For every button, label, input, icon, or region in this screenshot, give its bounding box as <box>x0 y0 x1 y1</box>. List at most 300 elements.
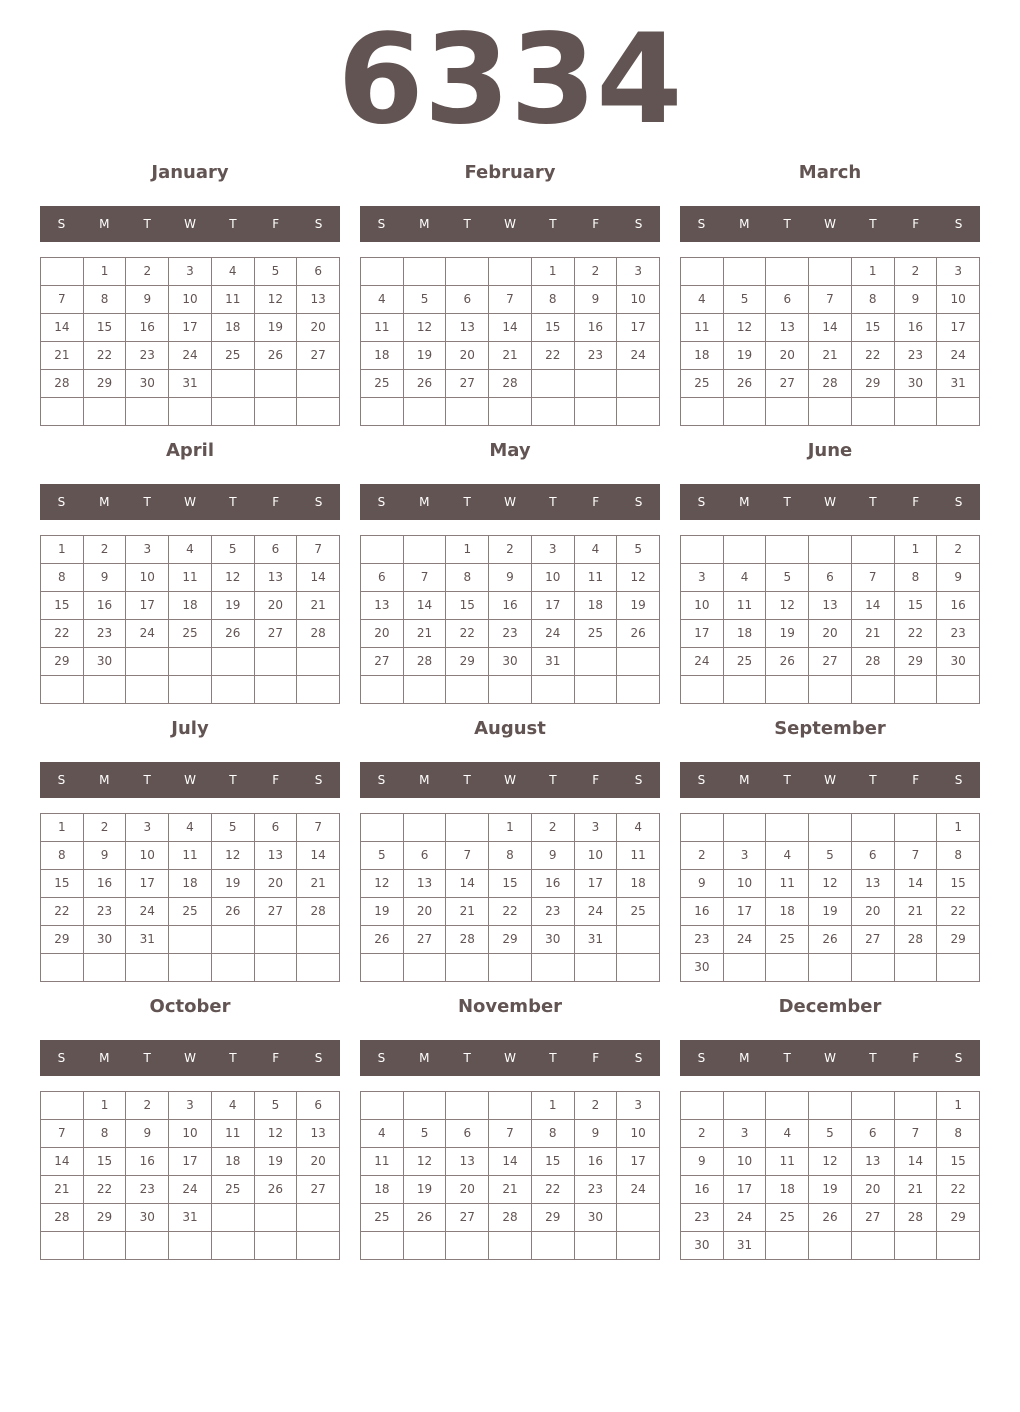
weekday-label: W <box>824 773 836 787</box>
weekday-label: W <box>824 495 836 509</box>
day-cell: 23 <box>84 620 127 648</box>
day-cell: 29 <box>937 1204 980 1232</box>
month-name: February <box>464 162 556 183</box>
day-cell: 1 <box>489 814 532 842</box>
day-cell: 17 <box>575 870 618 898</box>
day-cell <box>852 814 895 842</box>
day-cell: 6 <box>446 1120 489 1148</box>
day-cell: 1 <box>937 814 980 842</box>
day-cell: 12 <box>809 1148 852 1176</box>
day-cell: 11 <box>617 842 660 870</box>
day-cell <box>404 258 447 286</box>
day-cell: 23 <box>681 1204 724 1232</box>
day-cell: 26 <box>809 926 852 954</box>
day-cell: 13 <box>852 1148 895 1176</box>
day-cell: 21 <box>489 342 532 370</box>
day-cell: 5 <box>212 814 255 842</box>
day-cell <box>126 1232 169 1260</box>
day-cell: 14 <box>489 1148 532 1176</box>
day-cell <box>84 398 127 426</box>
weekday-label: S <box>697 773 706 787</box>
day-cell <box>681 398 724 426</box>
day-cell <box>766 1092 809 1120</box>
day-cell <box>84 676 127 704</box>
day-cell: 29 <box>852 370 895 398</box>
day-cell: 31 <box>126 926 169 954</box>
month-name: December <box>778 996 882 1017</box>
day-cell: 13 <box>297 286 340 314</box>
day-cell <box>404 814 447 842</box>
weekday-label: T <box>549 495 557 509</box>
day-cell <box>532 954 575 982</box>
day-cell: 30 <box>681 954 724 982</box>
day-cell: 21 <box>809 342 852 370</box>
day-cell: 25 <box>766 926 809 954</box>
day-cell: 17 <box>532 592 575 620</box>
day-cell: 23 <box>895 342 938 370</box>
day-cell: 10 <box>169 1120 212 1148</box>
day-cell: 14 <box>852 592 895 620</box>
day-cell <box>809 398 852 426</box>
day-cell <box>489 1232 532 1260</box>
day-cell: 29 <box>446 648 489 676</box>
day-cell <box>852 1232 895 1260</box>
day-cell: 27 <box>297 1176 340 1204</box>
day-cell: 17 <box>169 1148 212 1176</box>
day-cell: 16 <box>84 870 127 898</box>
day-cell: 30 <box>84 926 127 954</box>
day-cell: 17 <box>681 620 724 648</box>
day-cell <box>212 926 255 954</box>
day-cell: 8 <box>446 564 489 592</box>
day-cell: 1 <box>84 1092 127 1120</box>
weekday-label: T <box>549 773 557 787</box>
day-cell: 4 <box>361 286 404 314</box>
weekday-header <box>40 484 340 520</box>
day-cell: 16 <box>895 314 938 342</box>
day-cell <box>41 1092 84 1120</box>
day-cell: 12 <box>212 842 255 870</box>
day-cell: 31 <box>937 370 980 398</box>
day-cell <box>297 398 340 426</box>
day-cell: 10 <box>617 286 660 314</box>
day-cell <box>84 1232 127 1260</box>
day-cell: 10 <box>126 564 169 592</box>
day-cell <box>575 954 618 982</box>
day-cell: 21 <box>297 592 340 620</box>
weekday-label: W <box>824 217 836 231</box>
day-cell: 24 <box>724 1204 767 1232</box>
day-cell: 19 <box>212 592 255 620</box>
day-cell: 30 <box>126 1204 169 1232</box>
day-cell <box>41 954 84 982</box>
day-cell: 18 <box>169 592 212 620</box>
weekday-label: M <box>739 217 750 231</box>
day-cell: 2 <box>84 536 127 564</box>
day-cell: 16 <box>681 1176 724 1204</box>
day-cell: 24 <box>169 1176 212 1204</box>
day-cell: 19 <box>255 314 298 342</box>
day-cell: 22 <box>489 898 532 926</box>
weekday-label: S <box>634 1051 643 1065</box>
day-cell <box>255 398 298 426</box>
day-cell: 23 <box>681 926 724 954</box>
weekday-label: T <box>229 1051 237 1065</box>
day-cell: 18 <box>212 314 255 342</box>
day-cell <box>937 954 980 982</box>
day-cell: 2 <box>532 814 575 842</box>
day-cell: 8 <box>489 842 532 870</box>
day-cell: 14 <box>297 564 340 592</box>
day-grid <box>360 535 660 704</box>
day-cell: 20 <box>809 620 852 648</box>
day-cell: 31 <box>169 370 212 398</box>
month-march <box>680 156 980 426</box>
day-cell <box>212 954 255 982</box>
day-cell: 6 <box>852 1120 895 1148</box>
day-cell <box>617 398 660 426</box>
day-cell: 20 <box>255 592 298 620</box>
day-cell: 4 <box>575 536 618 564</box>
weekday-label: M <box>99 495 110 509</box>
day-cell: 29 <box>41 648 84 676</box>
day-cell: 11 <box>212 286 255 314</box>
day-cell <box>895 676 938 704</box>
day-cell <box>361 954 404 982</box>
day-cell: 30 <box>575 1204 618 1232</box>
weekday-header <box>360 1040 660 1076</box>
day-cell: 20 <box>852 1176 895 1204</box>
weekday-label: S <box>57 1051 66 1065</box>
day-cell <box>297 676 340 704</box>
day-cell: 24 <box>724 926 767 954</box>
day-cell: 8 <box>937 1120 980 1148</box>
day-cell <box>852 1092 895 1120</box>
day-cell <box>212 676 255 704</box>
day-cell: 18 <box>212 1148 255 1176</box>
day-cell: 25 <box>212 1176 255 1204</box>
weekday-label: S <box>697 495 706 509</box>
day-cell: 7 <box>489 1120 532 1148</box>
day-cell: 16 <box>575 314 618 342</box>
weekday-label: S <box>314 773 323 787</box>
day-cell: 6 <box>297 1092 340 1120</box>
weekday-label: W <box>184 1051 196 1065</box>
day-cell: 26 <box>212 620 255 648</box>
weekday-header <box>360 762 660 798</box>
day-cell: 28 <box>41 1204 84 1232</box>
day-cell: 25 <box>617 898 660 926</box>
day-grid <box>40 813 340 982</box>
day-cell <box>724 258 767 286</box>
day-cell: 25 <box>575 620 618 648</box>
day-cell: 30 <box>489 648 532 676</box>
day-cell: 16 <box>937 592 980 620</box>
month-may <box>360 434 660 704</box>
day-cell <box>489 258 532 286</box>
weekday-header <box>680 484 980 520</box>
day-cell: 3 <box>724 1120 767 1148</box>
day-cell: 17 <box>169 314 212 342</box>
day-cell: 23 <box>84 898 127 926</box>
day-cell <box>532 398 575 426</box>
weekday-label: W <box>184 773 196 787</box>
day-cell <box>809 954 852 982</box>
day-cell: 31 <box>724 1232 767 1260</box>
day-cell <box>255 648 298 676</box>
day-cell: 7 <box>489 286 532 314</box>
weekday-label: M <box>99 1051 110 1065</box>
day-cell: 19 <box>809 1176 852 1204</box>
day-cell <box>84 954 127 982</box>
day-cell: 28 <box>297 898 340 926</box>
day-cell: 19 <box>404 342 447 370</box>
day-cell: 31 <box>169 1204 212 1232</box>
day-cell <box>255 676 298 704</box>
day-cell: 16 <box>126 1148 169 1176</box>
day-cell: 4 <box>212 1092 255 1120</box>
day-cell <box>575 370 618 398</box>
day-cell: 25 <box>212 342 255 370</box>
day-cell: 31 <box>532 648 575 676</box>
weekday-label: S <box>57 495 66 509</box>
day-cell: 22 <box>532 1176 575 1204</box>
day-cell: 30 <box>532 926 575 954</box>
day-cell: 3 <box>617 258 660 286</box>
day-cell <box>404 1092 447 1120</box>
day-cell <box>489 954 532 982</box>
day-cell: 10 <box>126 842 169 870</box>
weekday-label: M <box>419 495 430 509</box>
day-cell: 3 <box>169 258 212 286</box>
day-cell: 9 <box>84 564 127 592</box>
weekday-header <box>360 484 660 520</box>
month-january <box>40 156 340 426</box>
day-cell <box>169 954 212 982</box>
day-cell: 15 <box>852 314 895 342</box>
day-cell: 8 <box>532 286 575 314</box>
day-cell: 12 <box>404 314 447 342</box>
day-cell: 15 <box>937 1148 980 1176</box>
day-cell: 4 <box>724 564 767 592</box>
day-cell: 29 <box>532 1204 575 1232</box>
day-cell <box>126 398 169 426</box>
day-cell <box>297 648 340 676</box>
month-name: April <box>165 440 215 461</box>
day-cell: 27 <box>852 1204 895 1232</box>
day-cell: 23 <box>532 898 575 926</box>
month-name: March <box>798 162 862 183</box>
day-cell: 3 <box>937 258 980 286</box>
day-cell: 18 <box>766 898 809 926</box>
day-cell <box>169 398 212 426</box>
weekday-label: F <box>272 495 280 509</box>
day-cell: 17 <box>724 1176 767 1204</box>
day-cell <box>169 648 212 676</box>
day-grid <box>40 257 340 426</box>
day-cell: 27 <box>852 926 895 954</box>
month-april <box>40 434 340 704</box>
day-cell: 13 <box>297 1120 340 1148</box>
day-cell: 11 <box>681 314 724 342</box>
day-cell: 24 <box>617 1176 660 1204</box>
day-cell: 16 <box>489 592 532 620</box>
weekday-label: T <box>783 773 791 787</box>
day-cell: 19 <box>212 870 255 898</box>
day-cell: 23 <box>489 620 532 648</box>
day-cell: 14 <box>446 870 489 898</box>
weekday-label: T <box>229 773 237 787</box>
day-cell: 22 <box>895 620 938 648</box>
day-cell <box>41 258 84 286</box>
day-cell: 16 <box>84 592 127 620</box>
day-cell: 10 <box>724 1148 767 1176</box>
day-cell: 5 <box>617 536 660 564</box>
day-cell <box>255 926 298 954</box>
day-cell: 9 <box>681 870 724 898</box>
day-cell <box>681 1092 724 1120</box>
weekday-header <box>40 762 340 798</box>
day-cell: 28 <box>41 370 84 398</box>
day-cell <box>617 370 660 398</box>
day-cell <box>297 1204 340 1232</box>
day-cell <box>766 954 809 982</box>
day-cell <box>617 1232 660 1260</box>
day-cell <box>852 676 895 704</box>
month-name: August <box>474 718 546 739</box>
day-cell: 22 <box>446 620 489 648</box>
day-cell: 14 <box>809 314 852 342</box>
day-cell: 8 <box>937 842 980 870</box>
month-october <box>40 990 340 1260</box>
day-cell <box>681 814 724 842</box>
weekday-label: S <box>954 217 963 231</box>
day-cell <box>809 1232 852 1260</box>
day-cell: 10 <box>681 592 724 620</box>
day-cell: 15 <box>532 314 575 342</box>
day-cell: 26 <box>404 370 447 398</box>
day-cell <box>297 954 340 982</box>
day-cell: 10 <box>169 286 212 314</box>
day-cell: 27 <box>446 370 489 398</box>
month-december <box>680 990 980 1260</box>
day-cell <box>41 1232 84 1260</box>
day-cell: 11 <box>361 314 404 342</box>
day-cell <box>446 258 489 286</box>
weekday-label: T <box>463 1051 471 1065</box>
day-cell: 17 <box>126 870 169 898</box>
day-cell <box>852 398 895 426</box>
day-cell: 27 <box>297 342 340 370</box>
day-cell: 1 <box>895 536 938 564</box>
weekday-label: W <box>504 495 516 509</box>
day-cell <box>617 648 660 676</box>
day-cell: 2 <box>681 842 724 870</box>
day-cell: 2 <box>84 814 127 842</box>
day-cell: 7 <box>895 1120 938 1148</box>
day-cell: 29 <box>84 370 127 398</box>
day-cell: 21 <box>489 1176 532 1204</box>
day-cell: 29 <box>489 926 532 954</box>
day-cell: 17 <box>617 1148 660 1176</box>
weekday-label: W <box>504 217 516 231</box>
day-cell: 27 <box>766 370 809 398</box>
day-cell: 12 <box>809 870 852 898</box>
day-cell: 7 <box>41 1120 84 1148</box>
day-cell: 13 <box>361 592 404 620</box>
day-cell <box>212 398 255 426</box>
day-cell <box>212 1204 255 1232</box>
day-cell: 4 <box>766 1120 809 1148</box>
weekday-label: M <box>739 495 750 509</box>
day-cell <box>532 370 575 398</box>
day-cell <box>446 954 489 982</box>
day-cell: 24 <box>126 620 169 648</box>
weekday-label: S <box>697 217 706 231</box>
day-cell: 14 <box>895 870 938 898</box>
weekday-label: T <box>143 217 151 231</box>
weekday-header <box>40 206 340 242</box>
day-cell <box>361 676 404 704</box>
day-cell: 13 <box>446 314 489 342</box>
weekday-label: M <box>739 1051 750 1065</box>
day-cell: 13 <box>404 870 447 898</box>
day-cell: 19 <box>361 898 404 926</box>
day-cell: 15 <box>532 1148 575 1176</box>
weekday-header <box>680 762 980 798</box>
day-cell <box>809 258 852 286</box>
day-cell: 24 <box>532 620 575 648</box>
day-cell: 22 <box>852 342 895 370</box>
day-cell: 10 <box>724 870 767 898</box>
day-cell: 25 <box>361 1204 404 1232</box>
day-cell: 22 <box>41 620 84 648</box>
day-cell: 27 <box>404 926 447 954</box>
day-cell: 12 <box>724 314 767 342</box>
day-cell: 23 <box>575 1176 618 1204</box>
day-cell: 6 <box>809 564 852 592</box>
weekday-label: F <box>592 217 600 231</box>
month-august <box>360 712 660 982</box>
day-cell: 7 <box>852 564 895 592</box>
day-cell: 9 <box>937 564 980 592</box>
day-cell: 28 <box>489 1204 532 1232</box>
weekday-label: S <box>697 1051 706 1065</box>
day-cell: 5 <box>766 564 809 592</box>
day-cell: 19 <box>617 592 660 620</box>
weekday-label: M <box>419 217 430 231</box>
weekday-label: T <box>783 1051 791 1065</box>
weekday-label: F <box>272 773 280 787</box>
day-cell <box>255 1204 298 1232</box>
day-cell <box>895 814 938 842</box>
year-title: 6334 <box>337 8 683 152</box>
weekday-label: M <box>99 217 110 231</box>
day-cell: 8 <box>41 564 84 592</box>
day-cell <box>41 676 84 704</box>
day-cell: 11 <box>766 1148 809 1176</box>
day-cell: 15 <box>84 1148 127 1176</box>
day-cell <box>404 398 447 426</box>
day-cell: 29 <box>937 926 980 954</box>
weekday-label: T <box>143 1051 151 1065</box>
day-cell: 6 <box>297 258 340 286</box>
month-name: June <box>807 440 853 461</box>
day-cell: 3 <box>724 842 767 870</box>
day-cell <box>446 1232 489 1260</box>
weekday-label: T <box>463 217 471 231</box>
day-cell: 29 <box>895 648 938 676</box>
